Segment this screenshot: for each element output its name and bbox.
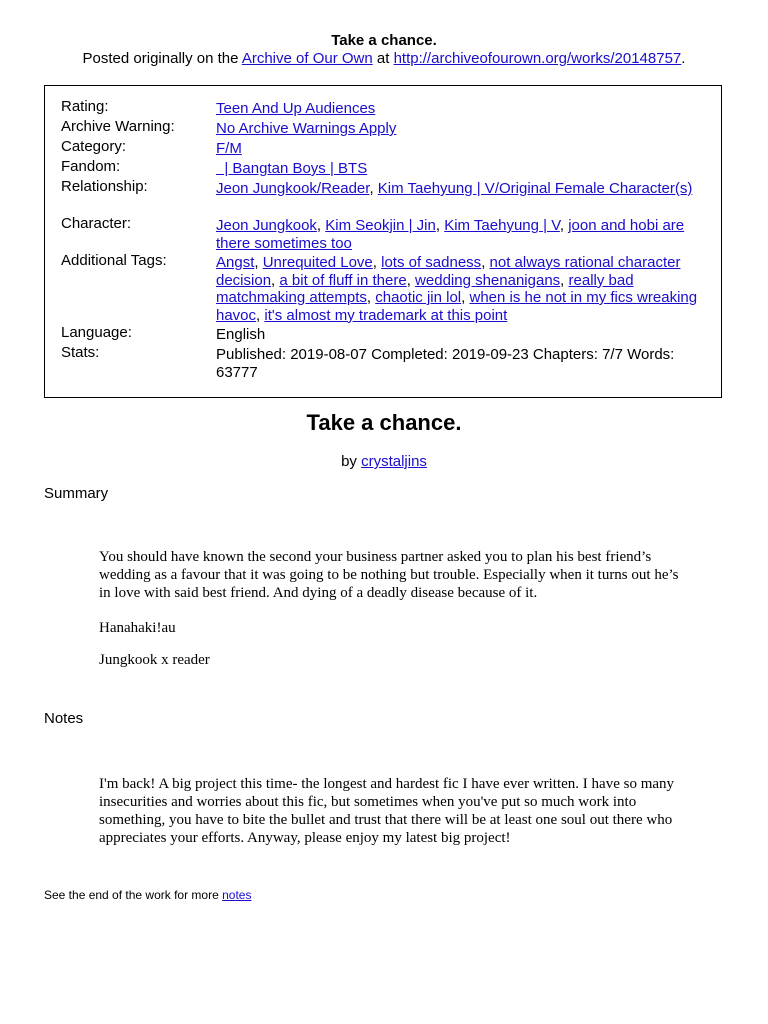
warning-link[interactable]: No Archive Warnings Apply bbox=[216, 120, 397, 137]
byline bbox=[0, 453, 768, 470]
character-label: Character: bbox=[61, 215, 132, 232]
summary-paragraph: Jungkook x reader bbox=[99, 652, 210, 668]
fandom-link[interactable]: | Bangtan Boys | BTS bbox=[216, 160, 368, 177]
tag-link[interactable]: it's almost my trademark at this point bbox=[264, 306, 508, 324]
period: . bbox=[681, 50, 686, 67]
work-title: Take a chance. bbox=[306, 410, 462, 435]
tags-label: Additional Tags: bbox=[61, 252, 167, 269]
language-label: Language: bbox=[61, 324, 132, 341]
notes-heading: Notes bbox=[44, 710, 84, 727]
tag-link[interactable]: when is he not in my fics wreaking havoc bbox=[216, 289, 698, 324]
tag-link[interactable]: wedding shenanigans bbox=[415, 271, 561, 289]
summary-heading: Summary bbox=[44, 485, 109, 502]
tag-link[interactable]: a bit of fluff in there bbox=[279, 271, 407, 289]
notes-paragraph: I'm back! A big project this time- the longest and hardest fic I have ever written. I have so many insecurities and worries about this fic, but sometimes when you've put so much work into something, you have to bite the bullet and trust that there will be at least one soul out there who appreciates your efforts. Anyway, please enjoy my latest big project! bbox=[99, 776, 675, 846]
relationship-link[interactable]: Kim Taehyung | V/Original Female Character(s) bbox=[377, 180, 693, 197]
language-value: English bbox=[216, 326, 266, 343]
relationship-link[interactable]: Jeon Jungkook/Reader bbox=[216, 180, 370, 197]
tag-link[interactable]: chaotic jin lol bbox=[375, 289, 462, 306]
metadata-box: Rating: Teen And Up Audiences Archive Warning: No Archive Warnings Apply Category: F/M Fandom: | Bangtan Boys | BTS Relationship: Jeon Jungkook/Reader, Kim Taehyung | V/Original Female Character(s) Character: Jeon Jungkook, Kim Seokjin | Jin, Kim Taehyung | V, joon and hobi are there sometimes too Additional Tags: Angst, Unrequited Love, lots of sadness, not always rational character decision, a bit of fluff in there, wedding shenanigans, really bad matchmaking attempts, chaotic jin lol, when is he not in my fics wreaking havoc, it's almost my trademark at this point Language: English Stats: Published: 2019-08-07 Completed: 2019-09-23 Chapters: 7/7 Words: 63777 bbox=[44, 85, 722, 398]
fandom-label: Fandom: bbox=[61, 158, 121, 175]
rating-link[interactable]: Teen And Up Audiences bbox=[216, 100, 376, 117]
tag-link[interactable]: not always rational character decision bbox=[216, 254, 681, 289]
archive-link[interactable]: Archive of Our Own bbox=[241, 50, 373, 67]
end-notes-pointer bbox=[44, 888, 251, 902]
stats-label: Stats: bbox=[61, 344, 100, 361]
posted-line bbox=[0, 50, 768, 67]
stats-value: Published: 2019-08-07 Completed: 2019-09-23 Chapters: 7/7 Words: 63777 bbox=[216, 346, 675, 381]
by-text: by bbox=[341, 453, 357, 470]
character-link[interactable]: Kim Seokjin | Jin bbox=[325, 217, 436, 234]
author-link[interactable]: crystaljins bbox=[361, 453, 427, 470]
warning-label: Archive Warning: bbox=[61, 118, 175, 135]
at-text: at bbox=[376, 50, 390, 67]
character-link[interactable]: joon and hobi are there sometimes too bbox=[216, 217, 685, 252]
tag-link[interactable]: lots of sadness bbox=[381, 254, 482, 271]
tag-link[interactable]: Angst bbox=[216, 254, 255, 271]
end-notes-link[interactable]: notes bbox=[222, 888, 252, 902]
end-notes-text: See the end of the work for more bbox=[44, 888, 219, 902]
character-link[interactable]: Kim Taehyung | V bbox=[444, 217, 560, 234]
tag-link[interactable]: Unrequited Love bbox=[262, 254, 373, 271]
category-link[interactable]: F/M bbox=[216, 140, 242, 157]
rating-label: Rating: bbox=[61, 98, 109, 115]
character-link[interactable]: Jeon Jungkook bbox=[216, 217, 317, 234]
category-label: Category: bbox=[61, 138, 127, 155]
summary-paragraph: Hanahaki!au bbox=[99, 620, 176, 636]
tag-link[interactable]: really bad matchmaking attempts bbox=[216, 271, 634, 306]
summary-paragraph: You should have known the second your business partner asked you to plan his best friend’s wedding as a favour that it was going to be nothing but trouble. Especially when it turns out he’s in love with said best friend. And dying of a deadly disease because of it. bbox=[99, 549, 679, 601]
document-header-title: Take a chance. bbox=[331, 32, 437, 49]
relationship-label: Relationship: bbox=[61, 178, 148, 195]
work-url-link[interactable]: http://archiveofourown.org/works/20148757 bbox=[393, 50, 682, 67]
posted-prefix: Posted originally on the bbox=[82, 50, 239, 67]
